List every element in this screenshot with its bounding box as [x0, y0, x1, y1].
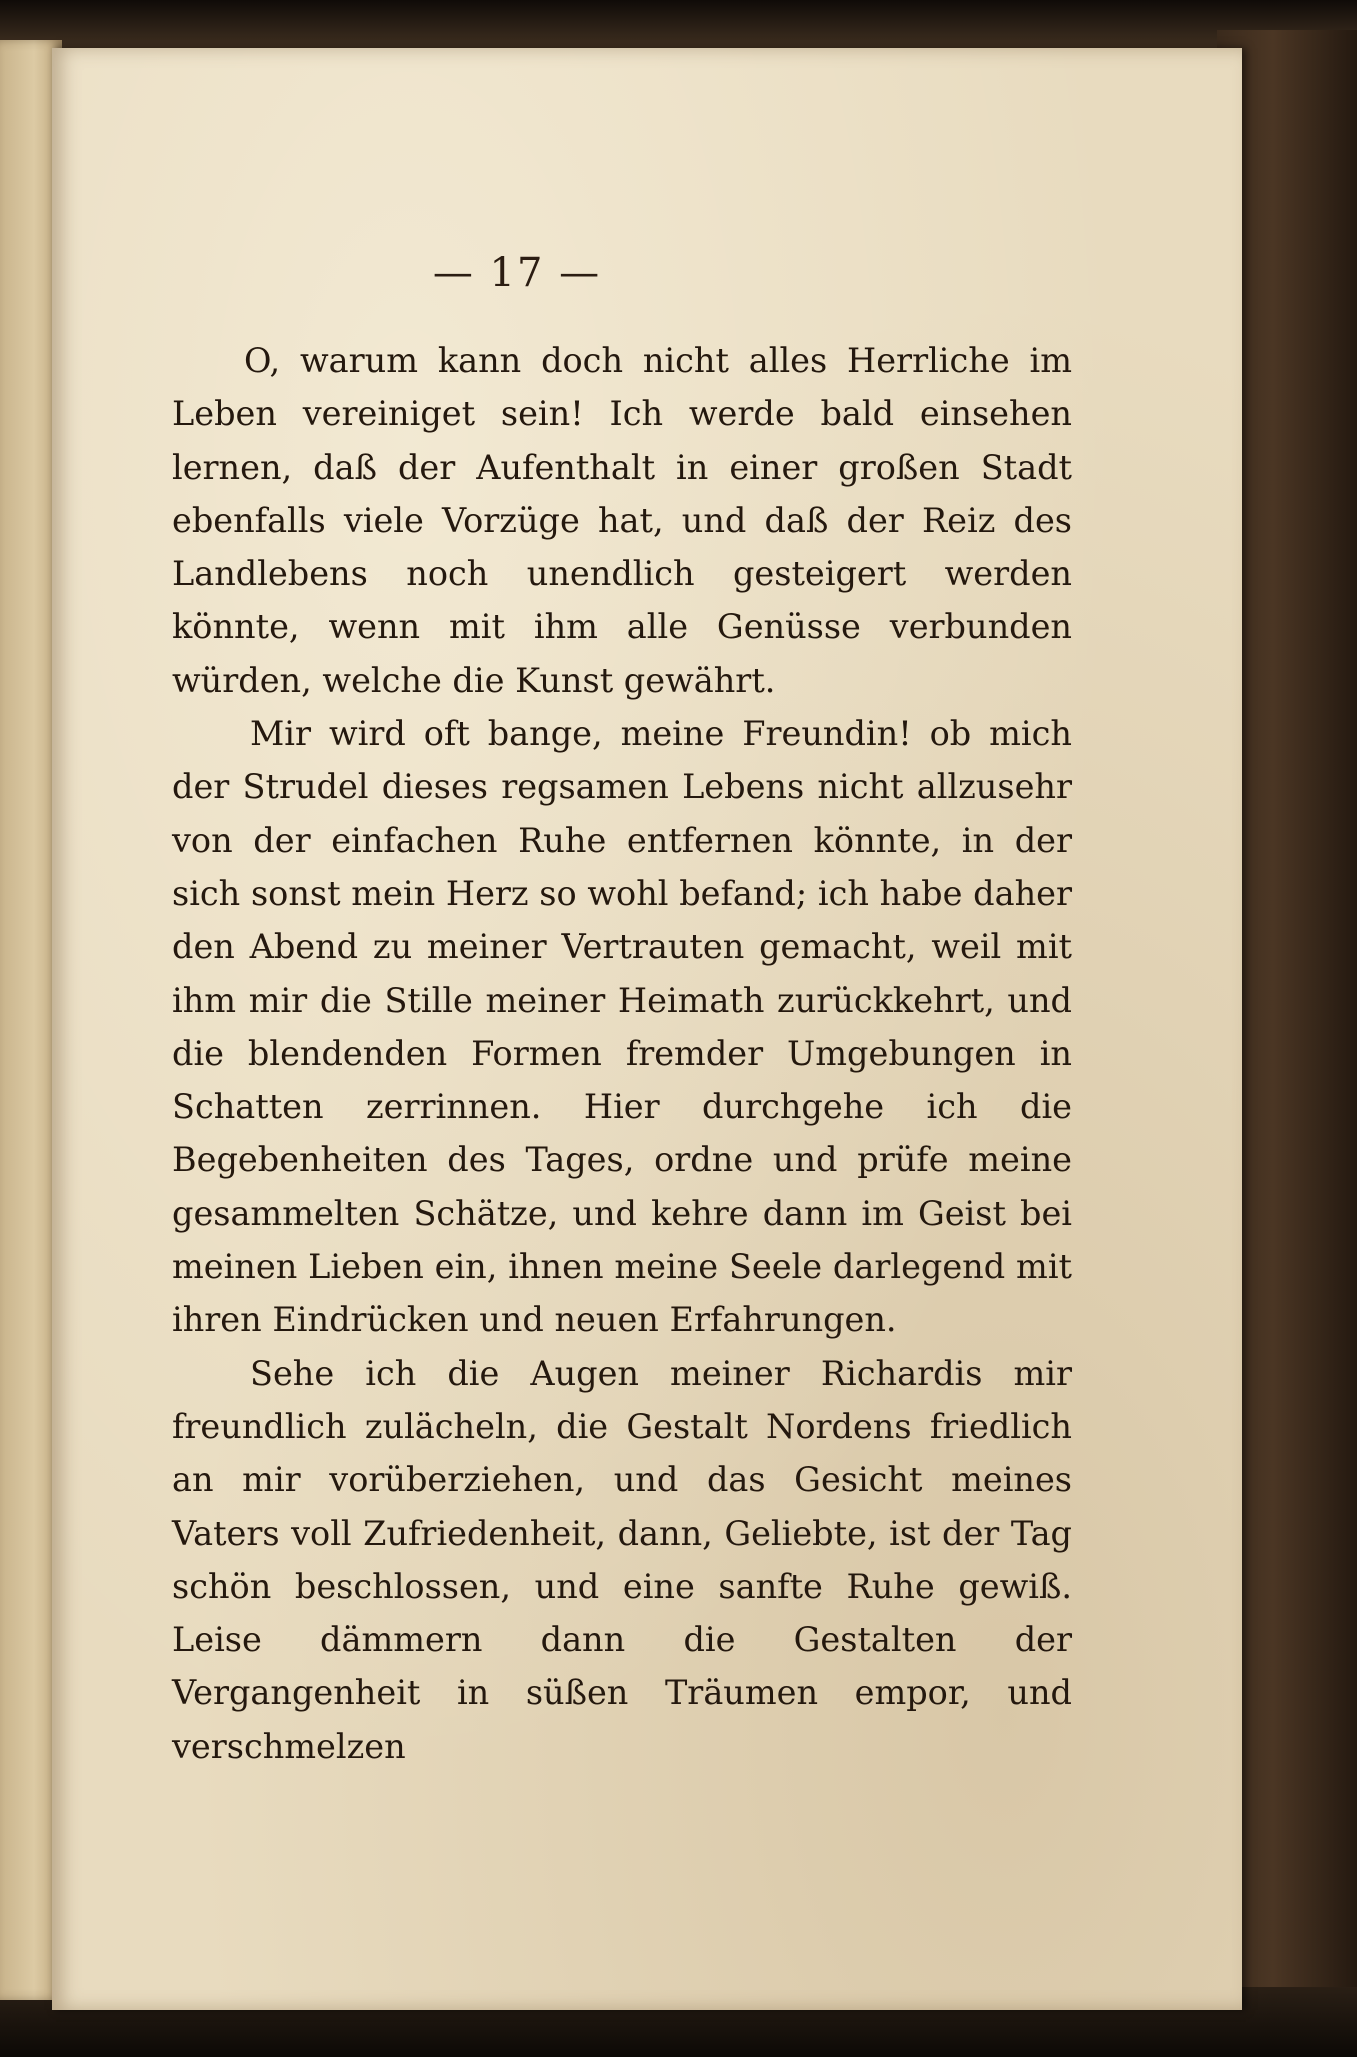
- paragraph-2: Mir wird oft bange, meine Freundin! ob mich der Strudel dieses regsamen Lebens nicht allzusehr von der einfachen Ruhe entfernen könnte, in der sich sonst mein Herz so wohl befand; ich habe daher den Abend zu meiner Vertrauten gemacht, weil mit ihm mir die Stille meiner Heimath zurückkehrt, und die blendenden Formen fremder Umgebungen in Schatten zerrinnen. Hier durchgehe ich die Begebenheiten des Tages, ordne und prüfe meine gesammelten Schätze, und kehre dann im Geist bei meinen Lieben ein, ihnen meine Seele darlegend mit ihren Eindrücken und neuen Erfahrungen.: [172, 714, 1072, 1340]
- book-page: [52, 48, 1242, 2010]
- paragraph-3: Sehe ich die Augen meiner Richardis mir freundlich zulächeln, die Gestalt Nordens friedlich an mir vorüberziehen, und das Gesicht meines Vaters voll Zufriedenheit, dann, Geliebte, ist der Tag schön beschlossen, und eine sanfte Ruhe gewiß. Leise dämmern dann die Gestalten der Vergangenheit in süßen Träumen empor, und verschmelzen: [172, 1353, 1072, 1766]
- page-number: — 17 —: [432, 250, 602, 296]
- page-text: [172, 334, 1072, 1773]
- paragraph-1: O, warum kann doch nicht alles Herrliche im Leben vereiniget sein! Ich werde bald einsehen lernen, daß der Aufenthalt in einer großen Stadt ebenfalls viele Vorzüge hat, und daß der Reiz des Landlebens noch unendlich gesteigert werden könnte, wenn mit ihm alle Genüsse verbunden würden, welche die Kunst gewährt.: [172, 341, 1072, 700]
